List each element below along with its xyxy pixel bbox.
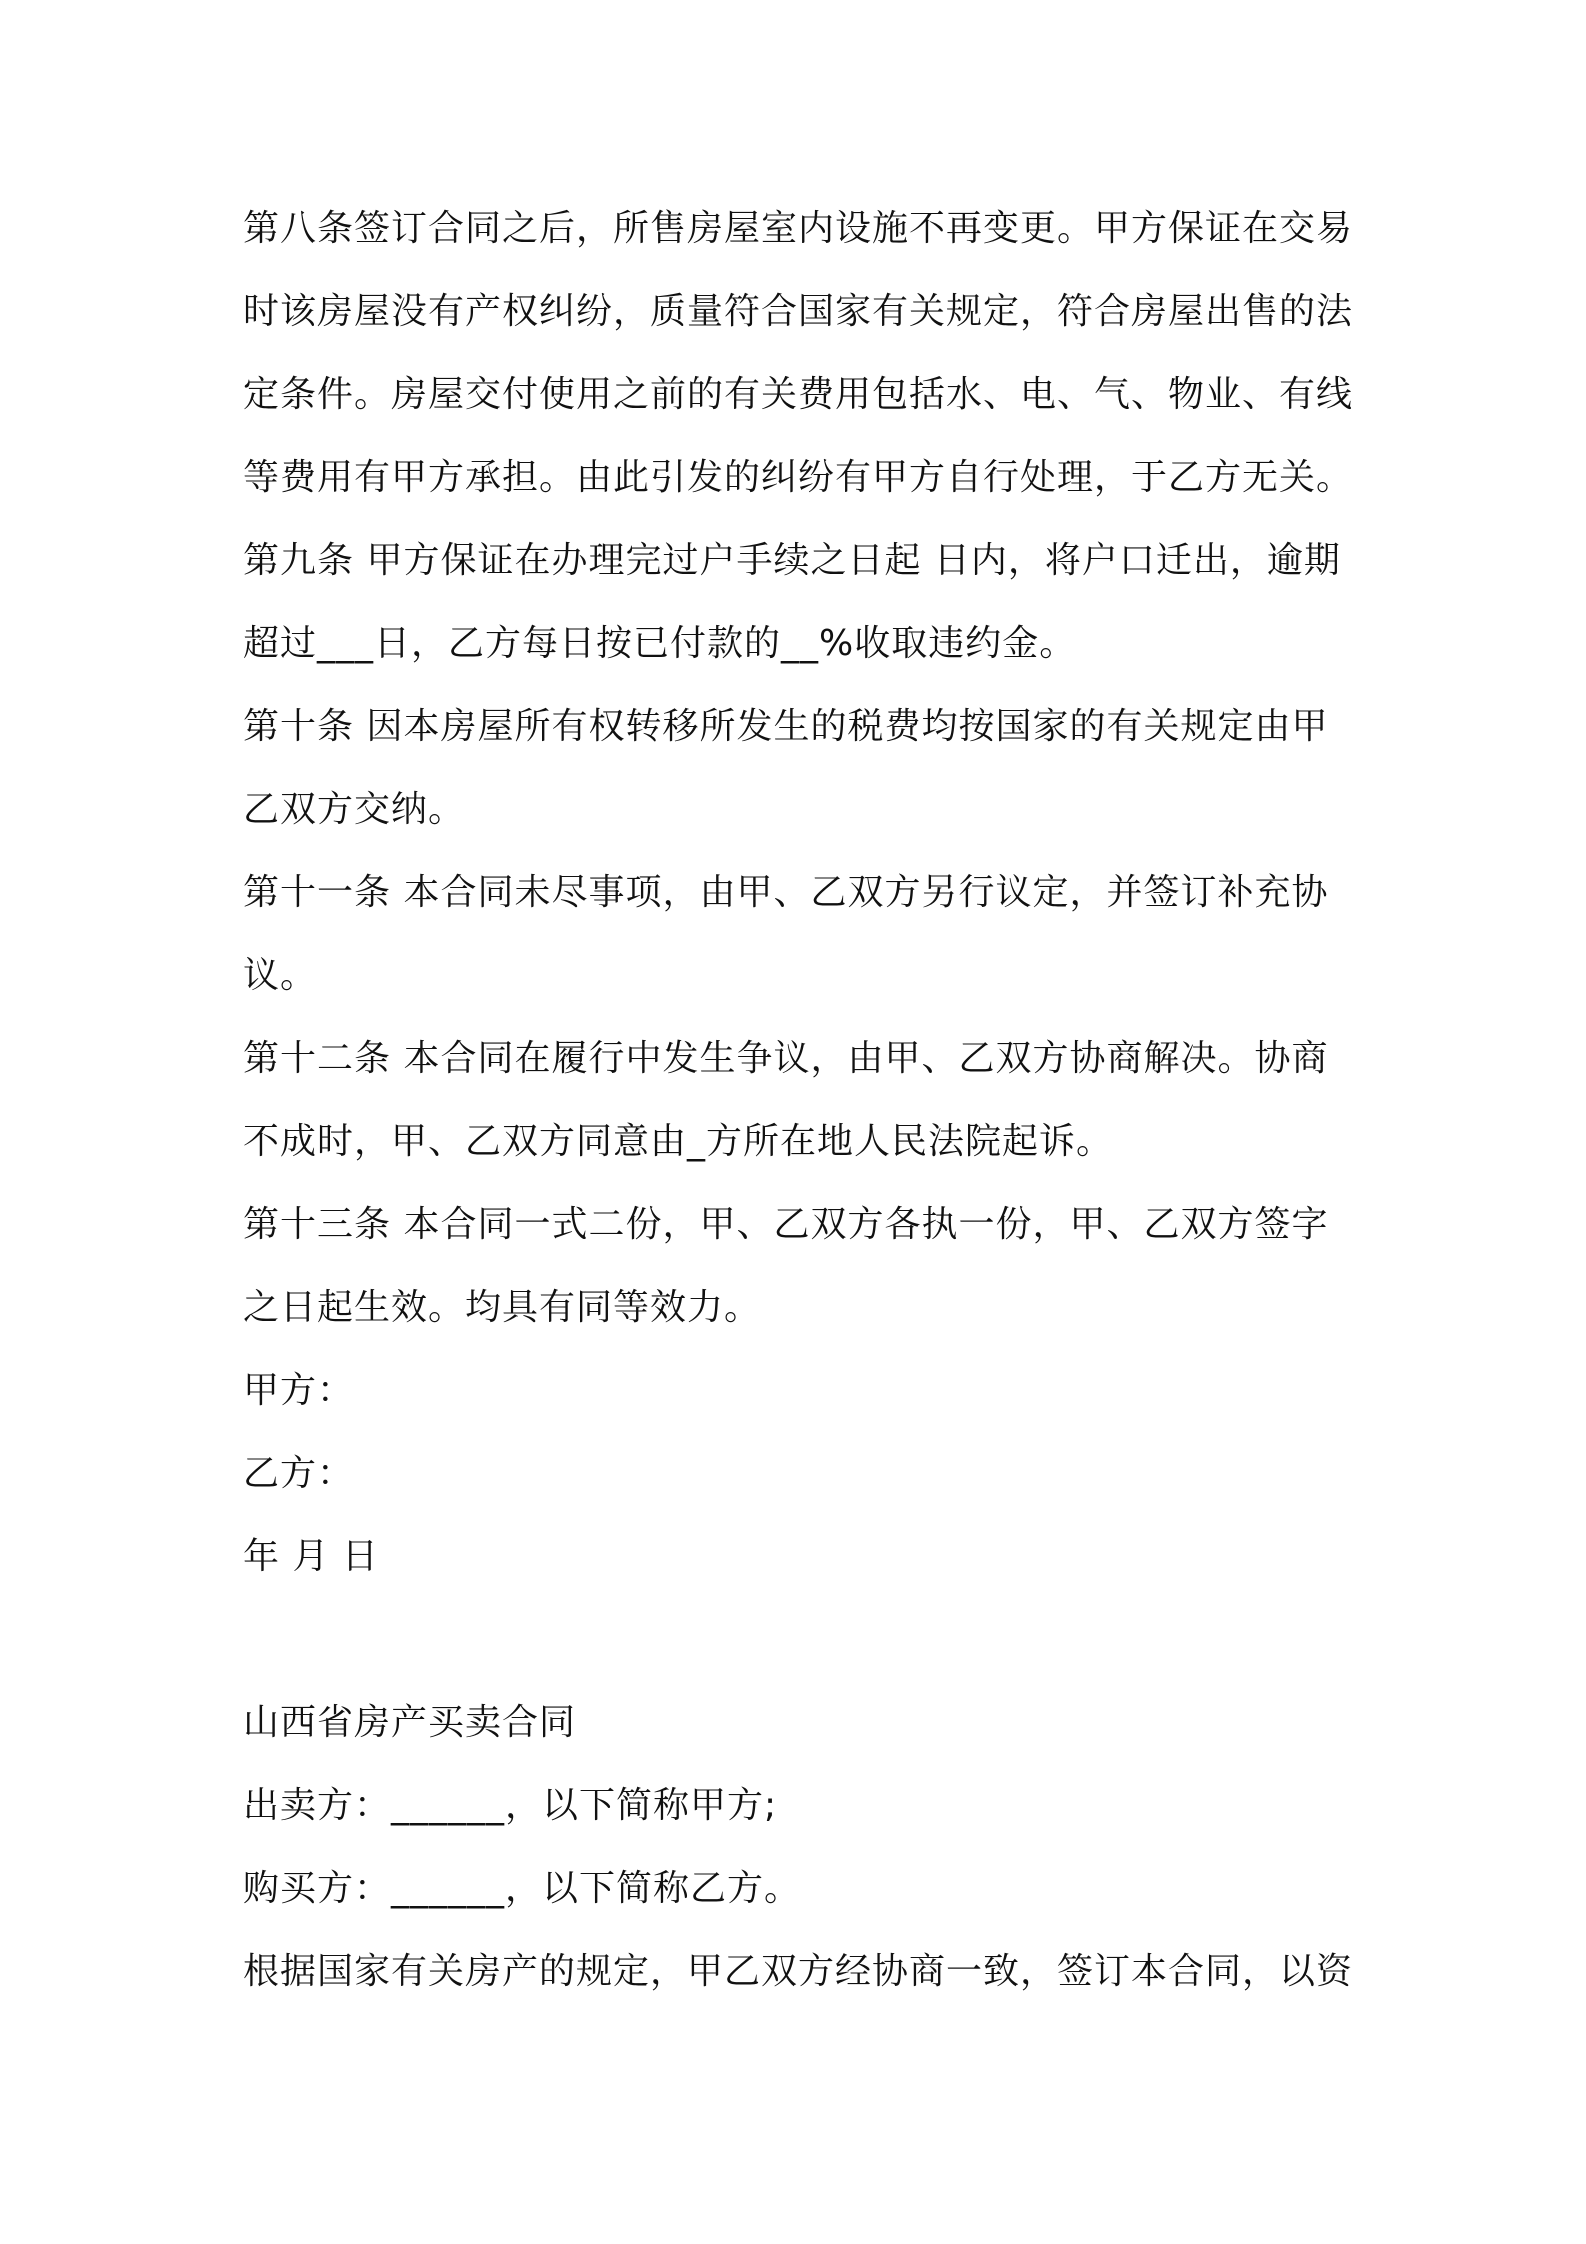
buyer-line: 购买方：______，以下简称乙方。	[243, 1868, 802, 1909]
clause-13-line-1: 第十三条 本合同一式二份，甲、乙双方各执一份，甲、乙双方签字	[243, 1204, 1329, 1245]
preamble-line: 根据国家有关房产的规定，甲乙双方经协商一致，签订本合同，以资	[243, 1951, 1353, 1992]
clause-8-line-1: 第八条签订合同之后，所售房屋室内设施不再变更。甲方保证在交易	[243, 208, 1353, 249]
clause-10-line-2: 乙双方交纳。	[243, 789, 466, 830]
clause-9-line-2: 超过___日，乙方每日按已付款的__%收取违约金。	[243, 623, 1077, 664]
clause-8-line-3: 定条件。房屋交付使用之前的有关费用包括水、电、气、物业、有线	[243, 374, 1353, 415]
clause-11-line-2: 议。	[243, 955, 318, 996]
clause-8-line-2: 时该房屋没有产权纠纷，质量符合国家有关规定，符合房屋出售的法	[243, 291, 1353, 332]
seller-line: 出卖方：______，以下简称甲方;	[243, 1785, 778, 1826]
contract-title: 山西省房产买卖合同	[243, 1702, 577, 1743]
clause-8-line-4: 等费用有甲方承担。由此引发的纠纷有甲方自行处理，于乙方无关。	[243, 457, 1353, 498]
party-b-signature: 乙方：	[243, 1453, 355, 1494]
clause-12-line-2: 不成时，甲、乙双方同意由_方所在地人民法院起诉。	[243, 1121, 1114, 1162]
clause-12-line-1: 第十二条 本合同在履行中发生争议，由甲、乙双方协商解决。协商	[243, 1038, 1329, 1079]
clause-13-line-2: 之日起生效。均具有同等效力。	[243, 1287, 762, 1328]
clause-11-line-1: 第十一条 本合同未尽事项，由甲、乙双方另行议定，并签订补充协	[243, 872, 1329, 913]
clause-9-line-1: 第九条 甲方保证在办理完过户手续之日起 日内，将户口迁出，逾期	[243, 540, 1341, 581]
signing-date: 年 月 日	[243, 1536, 379, 1577]
clause-10-line-1: 第十条 因本房屋所有权转移所发生的税费均按国家的有关规定由甲	[243, 706, 1329, 747]
party-a-signature: 甲方：	[243, 1370, 355, 1411]
